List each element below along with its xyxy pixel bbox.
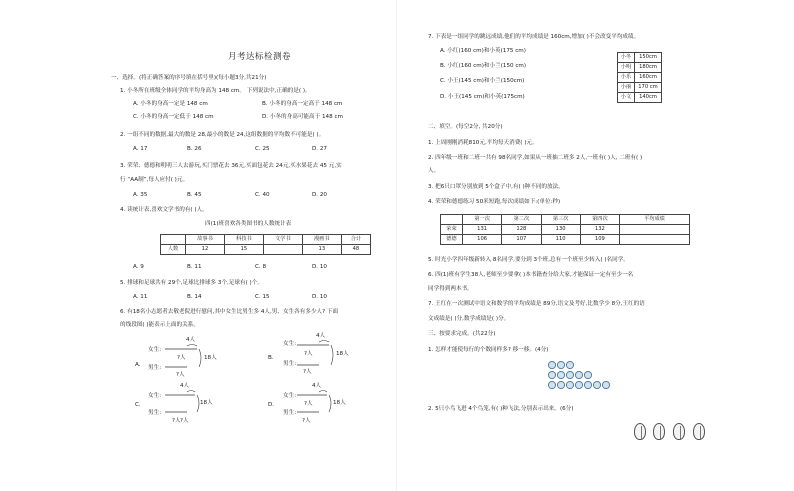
- q7-option-c: C. 小王(145 cm)和小兰(150cm): [440, 78, 525, 84]
- row-label: 德德: [441, 235, 463, 245]
- table-row: [441, 235, 690, 245]
- circle-icon: [548, 381, 556, 389]
- q4-option-a: A. 9: [133, 264, 144, 270]
- table-cell: 小丽: [618, 83, 635, 93]
- birdcage-icon: [693, 423, 705, 440]
- table-header: 科技书: [224, 235, 263, 245]
- table-header: 第一次: [463, 215, 502, 225]
- section1-heading: 一、选择。(将正确答案的序号填在括号里)(每小题3分,共21分): [111, 75, 267, 81]
- q7-option-b: B. 小红(160 cm)和小兰(150 cm): [440, 63, 527, 69]
- fill-q1: 1. 上周刚刚消耗810元,平均每天消费( )元。: [428, 140, 538, 146]
- q5-option-d: D. 10: [312, 294, 327, 300]
- table-cell: 小明: [618, 63, 635, 73]
- q4-stem: 4. 读统计表,喜欢文学书的有( )人。: [120, 207, 208, 213]
- boy-label: 男生:: [148, 365, 162, 371]
- q6-stem-line1: 6. 有18名小志愿者去敬老院进行慰问,其中女生比男生多 4人,男、女生各有多少人? 下面: [120, 309, 339, 315]
- page-title: 月考达标检测卷: [228, 52, 292, 62]
- circle-icon: [593, 381, 601, 389]
- girl-label: 女生:: [148, 347, 162, 353]
- circle-icon: [548, 371, 556, 379]
- table-cell: [620, 225, 690, 235]
- table-row: [618, 83, 662, 93]
- table-cell: 130: [541, 225, 580, 235]
- segment-lines: [165, 343, 207, 375]
- q1-option-b: B. 小冬的身高一定高于 148 cm: [262, 101, 343, 107]
- birdcage-icon: [673, 423, 685, 440]
- table-row: [161, 235, 371, 245]
- q2-option-a: A. 17: [133, 146, 148, 152]
- q7-option-d: D. 小王(145 cm)和小英(175cm): [440, 94, 525, 100]
- diff-label: 4人: [316, 333, 326, 339]
- segment-lines: [297, 389, 337, 419]
- birdcage-icon: [653, 423, 665, 440]
- table-header: 第二次: [502, 215, 541, 225]
- circle-icon: [584, 371, 592, 379]
- table-cell: 小文: [618, 93, 635, 103]
- fill-q2-line1: 2. 四年级一班和二班一共有 98名同学,如果从一班抽二班多 2人,一班有( )人, 二班有( ): [428, 155, 643, 161]
- diff-label: 4人: [180, 383, 190, 389]
- table-cell: 140cm: [634, 93, 661, 103]
- q5-option-c: C. 15: [255, 294, 270, 300]
- circle-icon: [584, 381, 592, 389]
- q4-table-title: 四(1)班喜欢各类图书的人数统计表: [205, 221, 292, 227]
- task-q2: 2. 5只小鸟飞进 4个鸟笼,有( )种飞法,分别表示出来。(6分): [428, 406, 574, 412]
- circle-icon: [557, 371, 565, 379]
- table-cell: 106: [463, 235, 502, 245]
- q3-option-d: D. 20: [312, 192, 327, 198]
- fill-q7-line2: 文成绩是( )分,数学成绩是( )分。: [428, 316, 510, 322]
- table-row: [618, 73, 662, 83]
- q2-option-c: C. 25: [255, 146, 270, 152]
- q3-stem-line2: 行 “AA制”,每人应付( )元。: [120, 177, 189, 183]
- q5-stem: 5. 排球和足球共有 29个,足球比排球多 3个,足球有( )个。: [120, 280, 263, 286]
- fill-q6-line1: 6. 四(1)班有学生38人,老师至少要拿( )本书籍查分给大家,才能保证一定有至少一名: [428, 272, 634, 278]
- q6-option-c: C.: [135, 402, 141, 408]
- q2-option-b: B. 26: [187, 146, 202, 152]
- q3-option-b: B. 45: [187, 192, 202, 198]
- table-cell: 小冬: [618, 53, 635, 63]
- q4-option-b: B. 11: [187, 264, 202, 270]
- fill-q7-line1: 7. 王红在一次测试中语文和数学的平均成绩是 89分,语文及考好,比数学少 8分,王红的语: [428, 301, 645, 307]
- diff-label: 4人: [186, 337, 196, 343]
- table-header: 平均成绩: [620, 215, 690, 225]
- circle-icon: [566, 371, 574, 379]
- table-cell: 110: [541, 235, 580, 245]
- table-header: 第四次: [580, 215, 619, 225]
- girl-label: 女生:: [148, 393, 162, 399]
- table-cell: 160cm: [634, 73, 661, 83]
- section2-heading: 二、填空。(每空2分, 共20分): [428, 124, 503, 130]
- table-cell: [620, 235, 690, 245]
- q1-option-c: C. 小冬的身高一定低于 148 cm: [133, 114, 214, 120]
- q7-stem: 7. 下表是一组同学的跳远成绩,他们的平均成绩是 160cm,增加( )不会改变平均成绩。: [428, 34, 640, 40]
- total-label: 18人: [333, 400, 346, 406]
- table-cell: 150cm: [634, 53, 661, 63]
- table-header: 漫画书: [302, 235, 341, 245]
- table-cell: 107: [502, 235, 541, 245]
- table-header: 故事书: [186, 235, 225, 245]
- q6-stem-line2: 的线段图( )能表示上面的关系。: [120, 322, 199, 328]
- unknown-label: ?人: [304, 401, 313, 407]
- fill-q3: 3. 把6只口罩分别放到 5个盒子中,有( )种不同的放法。: [428, 184, 564, 190]
- q1-stem: 1. 小冬所在班级全体同学的平均身高为 148 cm。 下列说法中,正确的是( )。: [120, 88, 311, 94]
- fill-q2-line2: 人。: [428, 168, 440, 174]
- table-cell: [441, 215, 463, 225]
- fill-q5: 5. 时光小学四年级新转入 8名同学,要分到 3个班,总有一个班至少转入( )名同学。: [428, 257, 629, 263]
- q6-option-b: B.: [268, 355, 274, 361]
- sprint-score-table: [440, 214, 690, 245]
- table-cell: 13: [302, 245, 341, 255]
- q3-option-a: A. 35: [133, 192, 148, 198]
- total-label: 18人: [200, 400, 213, 406]
- table-row: [161, 245, 371, 255]
- table-row: [441, 215, 690, 225]
- birdcage-icon: [634, 423, 646, 440]
- q3-stem-line1: 3. 荣荣、德德和明明三人去游玩,买门票花去 36元,买面包花去 24元,买水果花去 45 元,实: [120, 163, 342, 169]
- row-label: 荣荣: [441, 225, 463, 235]
- table-cell: 180cm: [634, 63, 661, 73]
- table-header: 文学书: [263, 235, 302, 245]
- table-row: [618, 63, 662, 73]
- unknown-label: ?人: [180, 418, 189, 424]
- unknown-label: ?人: [304, 351, 313, 357]
- jump-score-table: [617, 52, 662, 103]
- table-cell: 小乐: [618, 73, 635, 83]
- total-label: 18人: [336, 351, 349, 357]
- circle-icon: [575, 381, 583, 389]
- table-cell: 170 cm: [634, 83, 661, 93]
- q1-option-d: D. 小冬的身高可能高于 148 cm: [262, 114, 343, 120]
- circle-icon: [575, 371, 583, 379]
- fill-q4: 4. 荣荣和德德练习 50米短跑,每次成绩如下:(单位:秒): [428, 199, 561, 205]
- q6-option-d: D.: [268, 402, 275, 408]
- table-cell: 12: [186, 245, 225, 255]
- table-header: 第三次: [541, 215, 580, 225]
- fold-line: [396, 0, 397, 491]
- girl-label: 女生:: [283, 341, 297, 347]
- table-cell: 132: [580, 225, 619, 235]
- table-header: 合计: [341, 235, 370, 245]
- segment-lines: [297, 339, 339, 371]
- table-cell: 131: [463, 225, 502, 235]
- table-row: [441, 225, 690, 235]
- table-row: [618, 93, 662, 103]
- diff-label: 4人: [312, 383, 322, 389]
- circle-icon: [602, 381, 610, 389]
- q7-option-a: A. 小红(160 cm)和小英(175 cm): [440, 48, 526, 54]
- table-cell: [161, 235, 186, 245]
- table-cell: 109: [580, 235, 619, 245]
- row-label: 人数: [161, 245, 186, 255]
- table-cell: 15: [224, 245, 263, 255]
- q5-option-b: B. 14: [187, 294, 202, 300]
- total-label: 18人: [204, 355, 217, 361]
- unknown-label: ?人: [302, 418, 311, 424]
- circle-icon: [557, 361, 565, 369]
- q2-stem: 2. 一组不同的数据,最大的数是 28,最小的数是 24,这组数据的平均数不可能是( )。: [120, 132, 325, 138]
- boy-label: 男生:: [148, 410, 162, 416]
- task-q1: 1. 怎样才能使每行的个数同样多? 移一移。(4分): [428, 347, 549, 353]
- table-cell: 48: [341, 245, 370, 255]
- q2-option-d: D. 27: [312, 146, 327, 152]
- boy-label: 男生:: [283, 410, 297, 416]
- q4-option-c: C. 8: [255, 264, 267, 270]
- boy-label: 男生:: [283, 361, 297, 367]
- circle-icon: [566, 381, 574, 389]
- section3-heading: 三、按要求完成。(共22分): [428, 331, 496, 337]
- girl-label: 女生:: [283, 393, 297, 399]
- fill-q6-line2: 同学得到两本书。: [428, 286, 473, 292]
- unknown-label: ?人: [177, 355, 186, 361]
- circle-icon: [557, 381, 565, 389]
- unknown-label: ?人: [303, 369, 312, 375]
- table-cell: 128: [502, 225, 541, 235]
- q4-stats-table: [160, 234, 371, 255]
- segment-lines: [165, 389, 205, 419]
- q5-option-a: A. 11: [133, 294, 148, 300]
- q3-option-c: C. 40: [255, 192, 270, 198]
- table-row: [618, 53, 662, 63]
- circle-icon: [566, 361, 574, 369]
- q6-option-a: A.: [135, 362, 141, 368]
- unknown-label: ?人: [172, 418, 181, 424]
- q1-option-a: A. 小冬的身高一定是 148 cm: [133, 101, 208, 107]
- circle-icon: [548, 361, 556, 369]
- unknown-label: ?人: [176, 372, 185, 378]
- table-cell: [263, 245, 302, 255]
- q4-option-d: D. 10: [312, 264, 327, 270]
